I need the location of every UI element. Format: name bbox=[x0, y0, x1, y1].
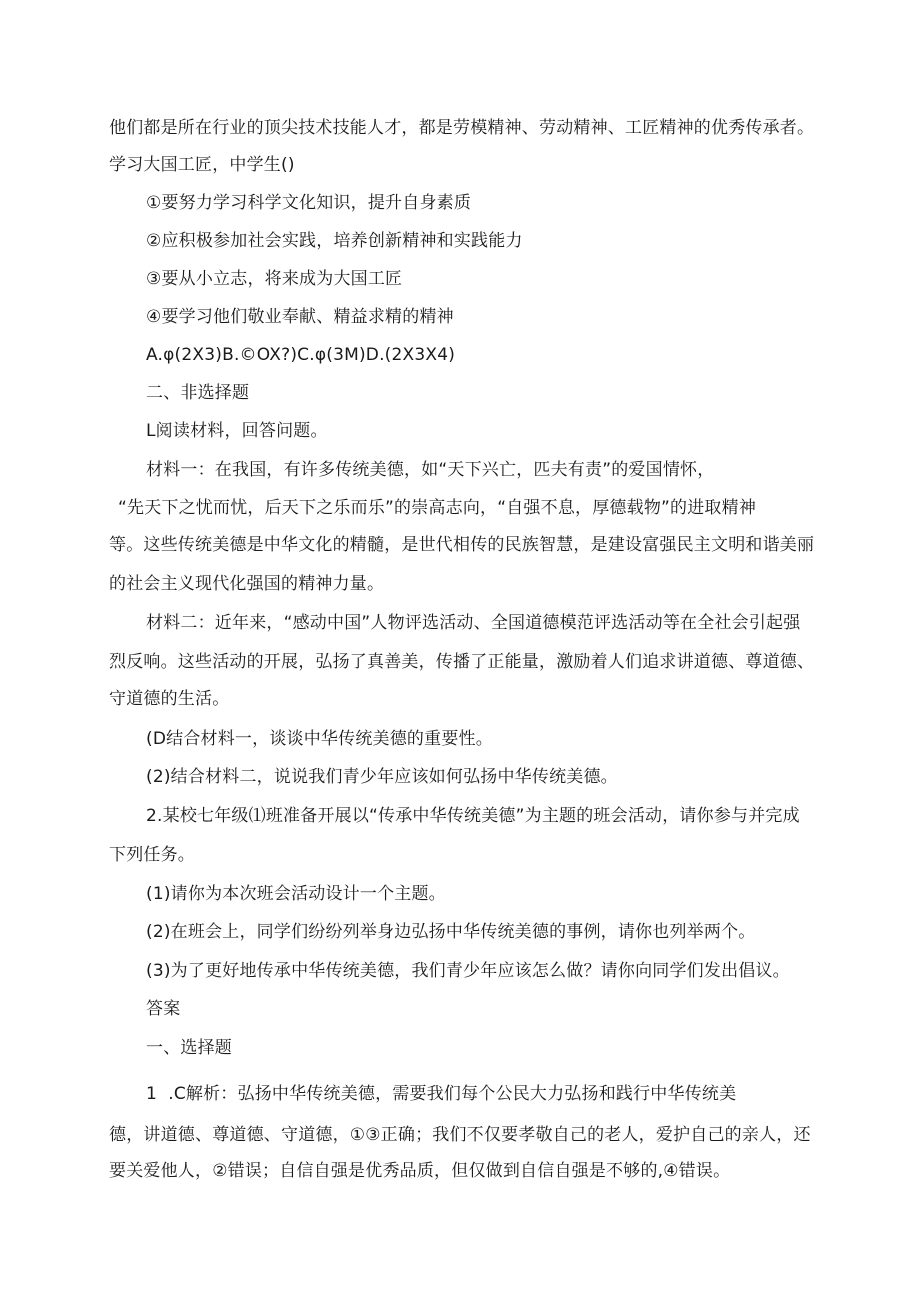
option-2: ②应积极参加社会实践，培养创新精神和实践能力 bbox=[146, 231, 523, 251]
text-line: 德，讲道德、尊道德、守道德，①③正确；我们不仅要孝敬自己的老人，爱护自己的亲人，还 bbox=[109, 1125, 811, 1145]
text-line: 学习大国工匠，中学生() bbox=[109, 155, 295, 175]
option-3: ③要从小立志，将来成为大国工匠 bbox=[146, 269, 403, 289]
question-2: 2.某校七年级⑴班准备开展以“传承中华传统美德”为主题的班会活动，请你参与并完成 bbox=[146, 806, 800, 826]
text-line: 烈反响。这些活动的开展，弘扬了真善美，传播了正能量，激励着人们追求讲道德、尊道德、 bbox=[109, 652, 815, 672]
material-one: 材料一：在我国，有许多传统美德，如“天下兴亡，匹夫有责”的爱国情怀， bbox=[146, 460, 715, 480]
sub-question: (1)请你为本次班会活动设计一个主题。 bbox=[146, 884, 446, 904]
sub-question: (D结合材料一，谈谈中华传统美德的重要性。 bbox=[146, 729, 493, 749]
text-line: 他们都是所在行业的顶尖技术技能人才，都是劳模精神、劳动精神、工匠精神的优秀传承者。 bbox=[109, 118, 815, 138]
option-1: ①要努力学习科学文化知识，提升自身素质 bbox=[146, 193, 472, 213]
text-line: 守道德的生活。 bbox=[109, 689, 230, 709]
question-1: L阅读材料，回答问题。 bbox=[146, 421, 328, 441]
answer-choices: A.φ(2X3)B.©OX?)C.φ(3M)D.(2X3X4) bbox=[146, 345, 456, 365]
text-line: 等。这些传统美德是中华文化的精髓，是世代相传的民族智慧，是建设富强民主文明和谐美丽 bbox=[109, 535, 815, 555]
material-two: 材料二：近年来，“感动中国”人物评选活动、全国道德模范评选活动等在全社会引起强 bbox=[146, 613, 801, 633]
answer-heading: 答案 bbox=[146, 999, 181, 1019]
sub-question: (2)在班会上，同学们纷纷列举身边弘扬中华传统美德的事例，请你也列举两个。 bbox=[146, 922, 756, 942]
sub-question: (3)为了更好地传承中华传统美德，我们青少年应该怎么做？请你向同学们发出倡议。 bbox=[146, 961, 790, 981]
text-line: “先天下之忧而忧，后天下之乐而乐”的崇高志向，“自强不息，厚德载物”的进取精神 bbox=[118, 498, 757, 518]
text-line: 的社会主义现代化强国的精神力量。 bbox=[109, 574, 385, 594]
answer-explanation: 1 .C解析：弘扬中华传统美德，需要我们每个公民大力弘扬和践行中华传统美 bbox=[146, 1084, 737, 1104]
text-line: 下列任务。 bbox=[109, 845, 195, 865]
text-line: 要关爱他人，②错误；自信自强是优秀品质，但仅做到自信自强是不够的,④错误。 bbox=[109, 1161, 731, 1181]
option-4: ④要学习他们敬业奉献、精益求精的精神 bbox=[146, 307, 454, 327]
section-heading: 二、非选择题 bbox=[146, 383, 250, 403]
sub-question: (2)结合材料二，说说我们青少年应该如何弘扬中华传统美德。 bbox=[146, 767, 618, 787]
section-heading: 一、选择题 bbox=[146, 1038, 232, 1058]
